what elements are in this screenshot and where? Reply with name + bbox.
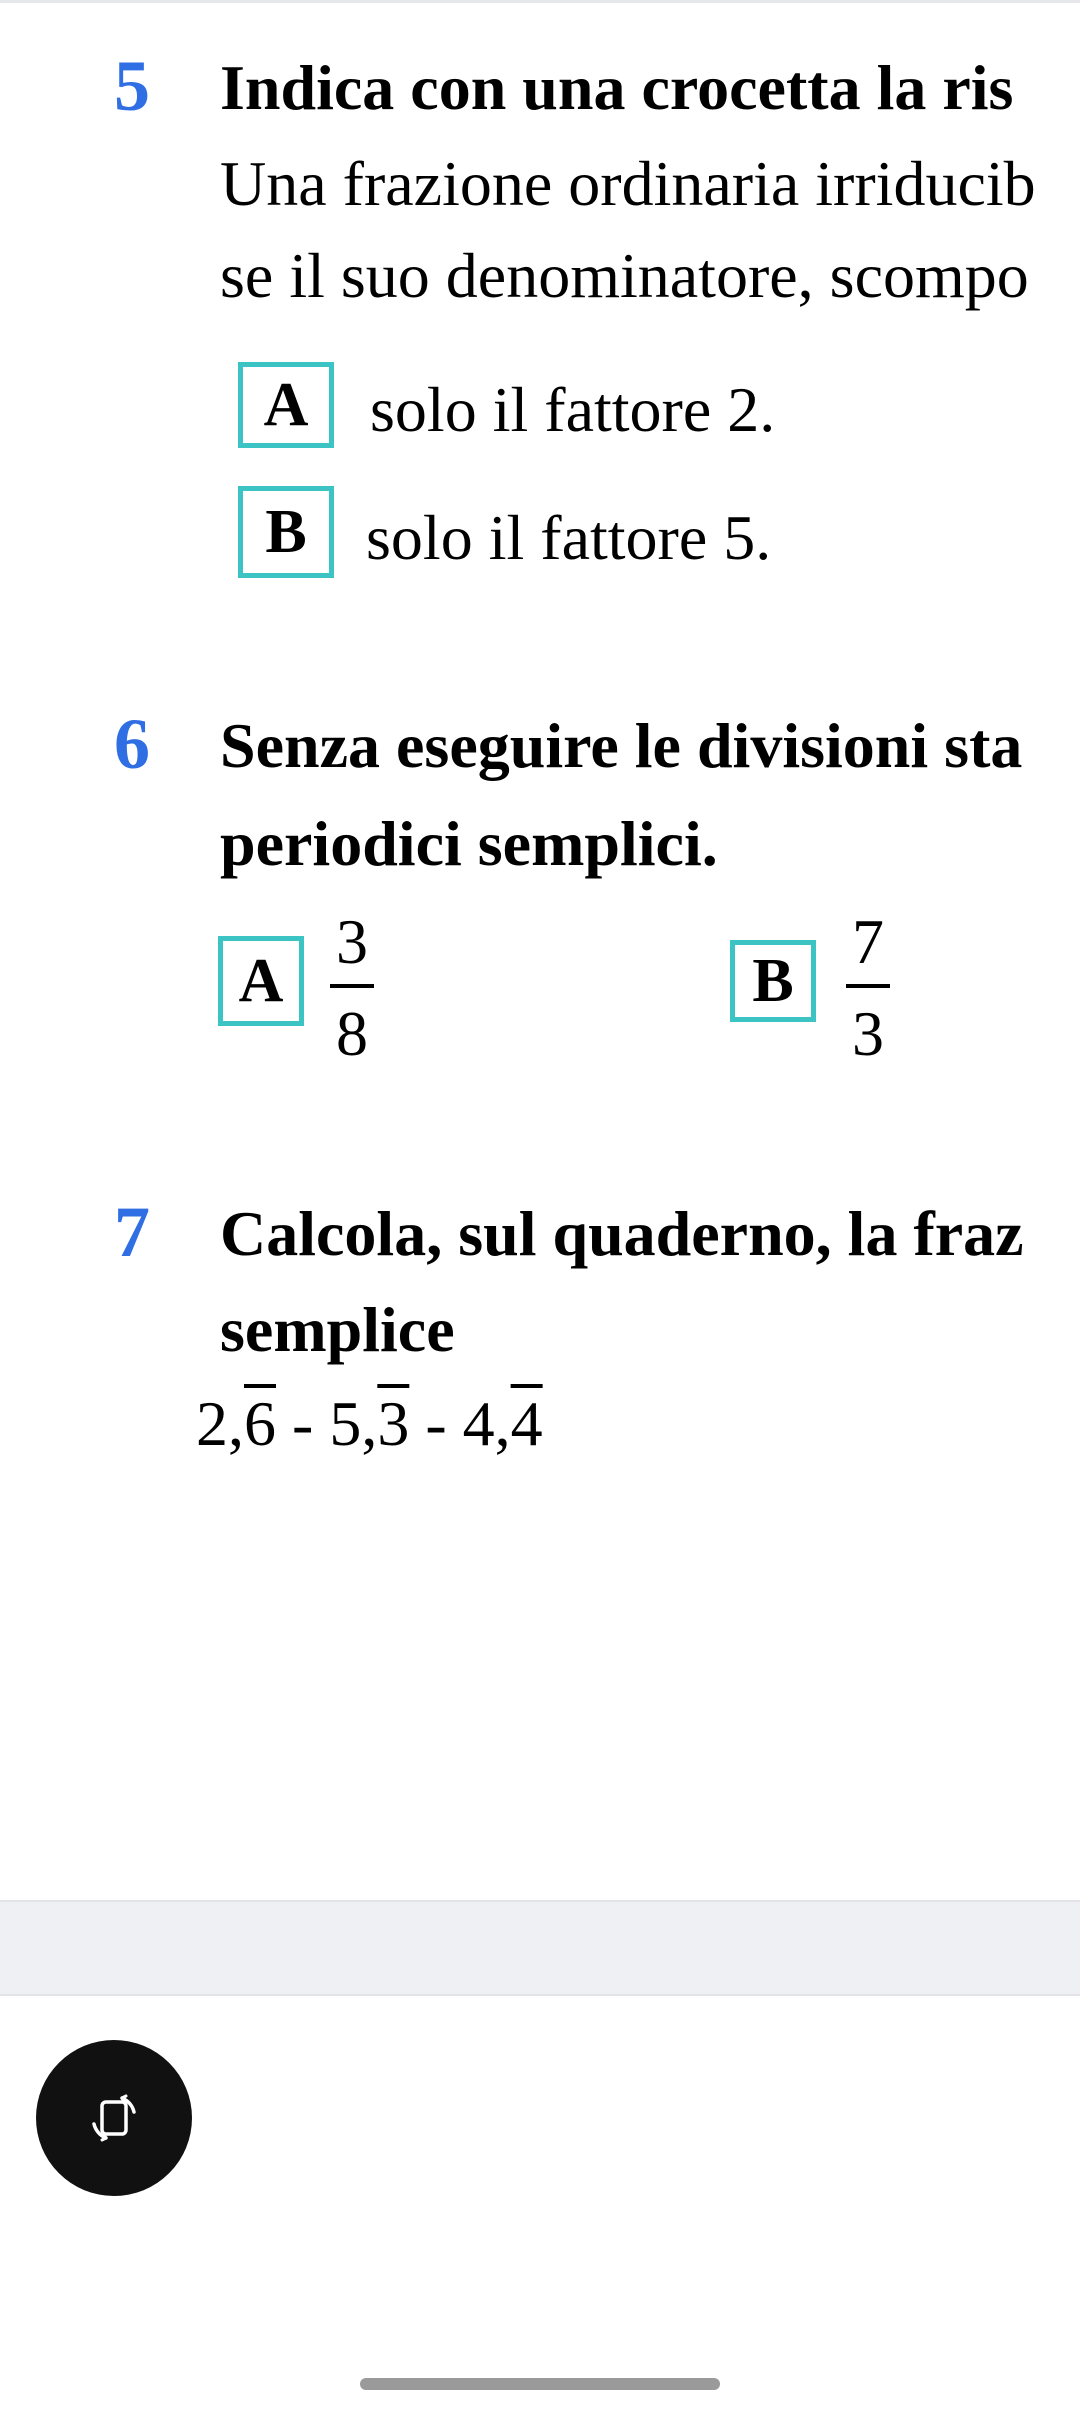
term-2-integer: 5, xyxy=(329,1388,378,1459)
option-letter: B xyxy=(265,498,307,566)
operator-minus: - xyxy=(276,1388,330,1459)
home-indicator[interactable] xyxy=(360,2378,720,2390)
option-letter: A xyxy=(263,371,309,439)
question-7-title-line-1: Calcola, sul quaderno, la fraz xyxy=(220,1198,1024,1269)
question-5-option-b-checkbox[interactable] xyxy=(238,486,334,578)
rotate-screen-button[interactable] xyxy=(36,2040,192,2196)
question-number-7: 7 xyxy=(114,1192,150,1272)
question-6-title-line-1: Senza eseguire le divisioni sta xyxy=(220,710,1023,781)
operator-minus: - xyxy=(409,1388,463,1459)
question-5-title: Indica con una crocetta la ris xyxy=(220,52,1014,123)
question-5-option-a-text: solo il fattore 2. xyxy=(370,374,776,445)
fraction-denominator: 3 xyxy=(852,998,884,1069)
question-5-text-line-1: Una frazione ordinaria irriducib xyxy=(220,148,1036,219)
separator-band xyxy=(0,1900,1080,1996)
question-5-option-a-checkbox[interactable] xyxy=(238,362,334,448)
term-3-integer: 4, xyxy=(462,1388,511,1459)
question-number-6: 6 xyxy=(114,704,150,784)
question-number-5: 5 xyxy=(114,46,150,126)
term-3-period: 4 xyxy=(510,1388,543,1459)
option-letter: B xyxy=(752,947,794,1015)
fraction-denominator: 8 xyxy=(336,998,368,1069)
fraction-bar xyxy=(330,984,374,988)
question-6-option-b-fraction xyxy=(846,906,890,1069)
term-1-integer: 2, xyxy=(196,1388,244,1459)
option-letter: A xyxy=(238,947,284,1015)
question-5-option-b-text: solo il fattore 5. xyxy=(366,502,772,573)
question-6-option-a-fraction xyxy=(330,906,374,1069)
question-5-text-line-2: se il suo denominatore, scompo xyxy=(220,240,1029,311)
fraction-bar xyxy=(846,984,890,988)
term-2-period: 3 xyxy=(377,1388,410,1459)
rotate-screen-icon xyxy=(84,2088,144,2148)
question-7-title-line-2: semplice xyxy=(220,1294,455,1365)
fraction-numerator: 3 xyxy=(336,906,368,977)
term-1-period: 6 xyxy=(244,1388,276,1459)
fraction-numerator: 7 xyxy=(852,906,884,977)
question-6-option-b-checkbox[interactable] xyxy=(730,940,816,1022)
question-6-title-line-2: periodici semplici. xyxy=(220,808,718,879)
question-7-expression xyxy=(196,1388,543,1459)
question-6-option-a-checkbox[interactable] xyxy=(218,936,304,1026)
